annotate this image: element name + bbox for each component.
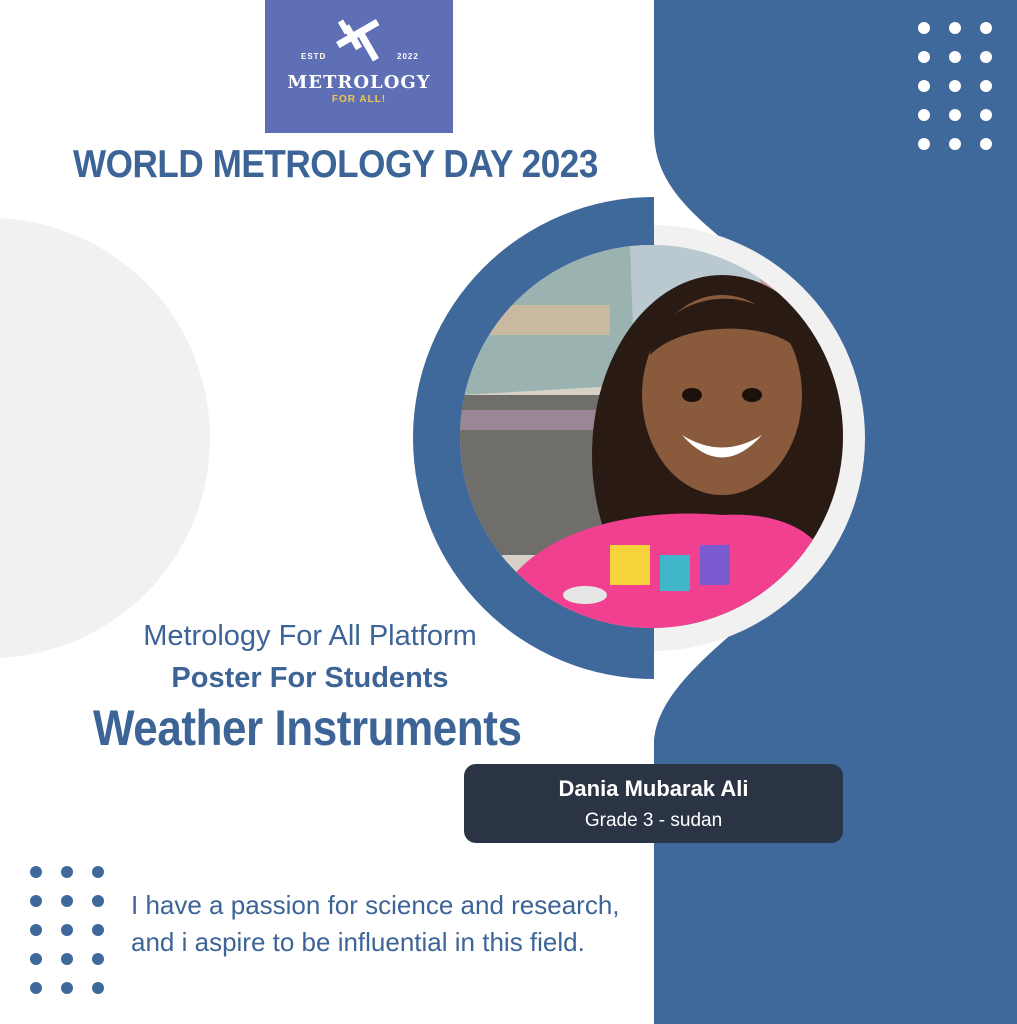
poster-heading: Poster For Students [171,662,449,694]
quote-line-1: I have a passion for science and research, [131,890,620,920]
logo-badge [265,0,453,133]
logo-subtitle: FOR ALL! [331,94,387,105]
student-quote [131,887,651,961]
student-photo-illustration [460,245,843,628]
logo-name: METROLOGY [287,72,431,93]
topic-heading: Weather Instruments [93,700,522,756]
student-photo [460,245,843,628]
logo-year: 2022 [397,52,419,61]
platform-heading: Metrology For All Platform [143,620,477,652]
gray-half-circle [0,218,210,658]
dot-grid-icon [24,864,114,999]
quote-line-2: and i aspire to be influential in this field. [131,927,585,957]
student-name: Dania Mubarak Ali [558,776,749,801]
logo-estd: ESTD [301,52,327,61]
caliper-icon [331,14,391,68]
student-name-card [464,764,843,843]
page-title: WORLD METROLOGY DAY 2023 [73,143,598,186]
dot-grid-icon [912,20,1002,155]
student-grade: Grade 3 - sudan [584,810,723,831]
